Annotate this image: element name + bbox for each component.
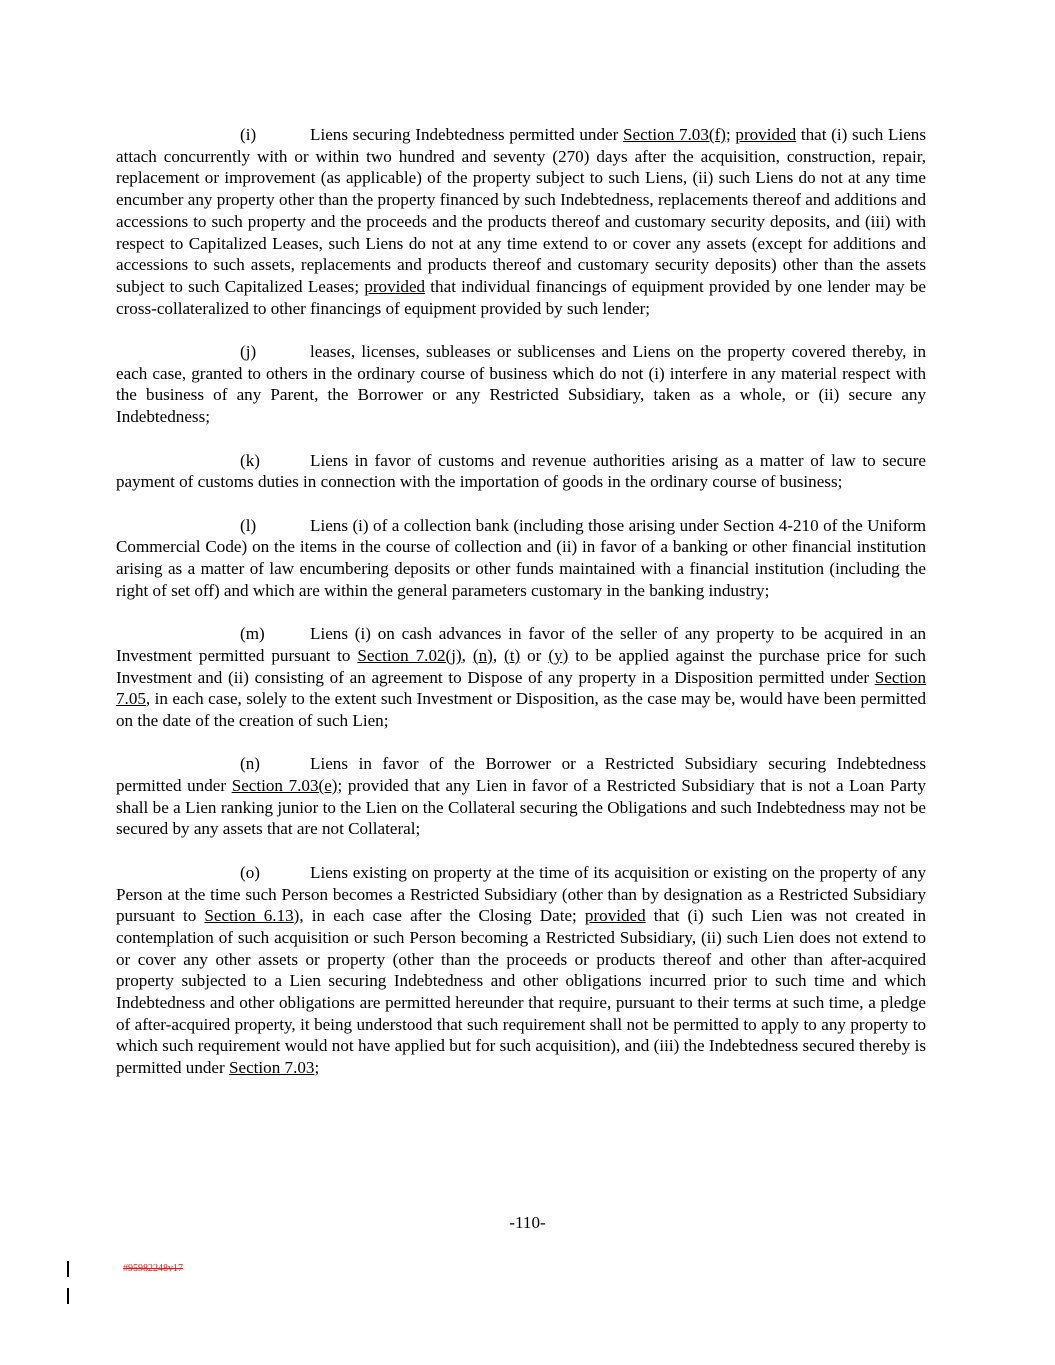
clause-text: ), in each case after the Closing Date; xyxy=(293,906,585,926)
clause-text: that individual financings of equipment provided by one lender may be cross-collateralized to other financings of equipment provided by such lender; xyxy=(116,276,926,318)
clause-text: Liens existing on property at the time of its acquisition or existing on the property of any Person at the time such Person becomes a Restricted Subsidiary (other than by designation as a Restricted Subsidiary pursuant to xyxy=(116,862,926,926)
section-reference: Section 7.05 xyxy=(116,667,926,709)
clause-marker: (o) xyxy=(240,862,260,882)
section-reference: Section 7.03(e) xyxy=(231,776,338,796)
clause-text: that (i) such Liens attach concurrently with or within two hundred and seventy (270) days after the acquisition, construction, repair, replacement or improvement (as applicable) of the property subject to such Liens, (ii) such Liens do not at any time encumber any property other than the property financed by such Indebtedness, replacements thereof and additions and accessions to such property and the proceeds and the products thereof and customary security deposits, and (iii) with respect to Capitalized Leases, such Liens do not at any time extend to or cover any assets (except for additions and accessions to such assets, replacements and products thereof and customary security deposits) other than the assets subject to such Capitalized Leases; xyxy=(116,125,926,296)
clause-text: , in each case, solely to the extent such Investment or Disposition, as the case may be, would have been permitted on the date of the creation of such Lien; xyxy=(116,689,926,730)
clause-text: , xyxy=(492,645,505,665)
clause-marker: (m) xyxy=(240,624,265,644)
clause-n xyxy=(116,753,926,840)
clause-j xyxy=(116,341,926,428)
section-reference: (t) xyxy=(504,645,521,665)
change-bar xyxy=(67,1288,69,1304)
document-body xyxy=(116,124,926,1101)
section-reference: Section 7.03(f) xyxy=(623,125,726,144)
clause-text: Liens (i) on cash advances in favor of the seller of any property to be acquired in an Investment permitted pursuant to xyxy=(116,624,926,665)
document-id: #95982248v17 xyxy=(123,1263,183,1274)
clause-text: ; xyxy=(725,125,736,144)
provided-term: provided xyxy=(584,906,646,926)
clause-text: leases, licenses, subleases or sublicenses and Liens on the property covered thereby, in each case, granted to others in the ordinary course of business which do not (i) interfere in any material respect with the business of any Parent, the Borrower or any Restricted Subsidiary, taken as a whole, or (ii) secure any Indebtedness; xyxy=(116,342,926,427)
clause-o xyxy=(116,862,926,1079)
clause-marker: (i) xyxy=(240,125,257,144)
clause-text: Liens in favor of customs and revenue authorities arising as a matter of law to secure payment of customs duties in connection with the importation of goods in the ordinary course of business; xyxy=(116,450,926,492)
clause-text: ; provided that any Lien in favor of a Restricted Subsidiary that is not a Loan Party shall be a Lien ranking junior to the Lien on the Collateral securing the Obligations and such Indebtedness may not be secured by any assets that are not Collateral; xyxy=(116,776,926,839)
clause-text: Liens securing Indebtedness permitted under xyxy=(310,125,623,144)
clause-text: Liens in favor of the Borrower or a Restricted Subsidiary securing Indebtedness permitted under xyxy=(116,754,926,796)
clause-marker: (l) xyxy=(240,515,257,535)
section-reference: (n) xyxy=(472,645,493,665)
clause-marker: (n) xyxy=(240,754,260,774)
clause-l xyxy=(116,515,926,602)
clause-text: to be applied against the purchase price for such Investment and (ii) consisting of an agreement to Dispose of any property in a Disposition permitted under xyxy=(116,645,926,687)
clause-marker: (j) xyxy=(240,342,257,362)
clause-text: Liens (i) of a collection bank (including those arising under Section 4-210 of the Uniform Commercial Code) on the items in the course of collection and (ii) in favor of a banking or other financial institution arising as a matter of law encumbering deposits or other funds maintained with a financial institution (including the right of set off) and which are within the general parameters customary in the banking industry; xyxy=(116,515,926,600)
page-number: -110- xyxy=(509,1213,546,1232)
clause-marker: (k) xyxy=(240,450,260,470)
section-reference: Section 7.03 xyxy=(228,1058,315,1078)
section-reference: Section 7.02(j) xyxy=(357,645,462,665)
change-bar xyxy=(67,1261,69,1277)
clause-m xyxy=(116,623,926,732)
clause-i xyxy=(116,124,926,319)
provided-term: provided xyxy=(735,125,797,144)
clause-text: , xyxy=(461,645,473,665)
provided-term: provided xyxy=(364,276,426,296)
section-reference: (y) xyxy=(548,645,569,665)
clause-k xyxy=(116,450,926,493)
section-reference: Section 6.13 xyxy=(204,906,294,926)
clause-text: ; xyxy=(314,1058,320,1078)
clause-text: that (i) such Lien was not created in contemplation of such acquisition or such Person becoming a Restricted Subsidiary, (ii) such Lien does not extend to or cover any other assets or property (other than the proceeds or products thereof and other than after-acquired property subjected to a Lien securing Indebtedness and other obligations incurred prior to such time and which Indebtedness and other obligations are permitted hereunder that require, pursuant to their terms at such time, a pledge of after-acquired property, it being understood that such requirement shall not be permitted to apply to any property to which such requirement would not have applied but for such acquisition), and (iii) the Indebtedness secured thereby is permitted under xyxy=(116,906,926,1078)
clause-text: or xyxy=(520,645,549,665)
